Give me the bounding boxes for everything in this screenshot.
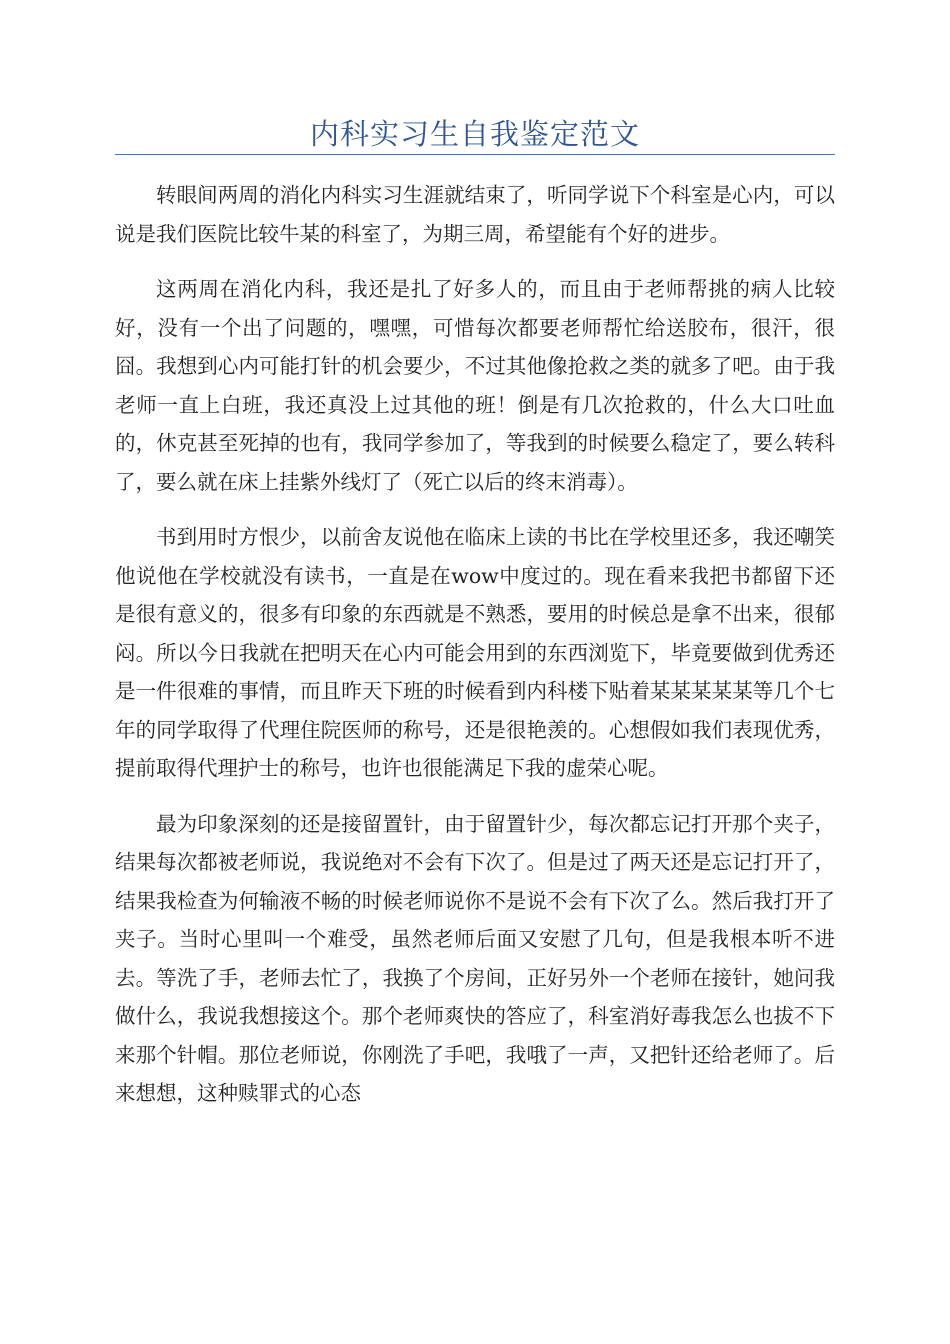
paragraph-3: 书到用时方恨少，以前舍友说他在临床上读的书比在学校里还多，我还嘲笑他说他在学校就没有读书，一直是在wow中度过的。现在看来我把书都留下还是很有意义的，很多有印象的东西就是不熟悉，要用的时候总是拿不出来，很郁闷。所以今日我就在把明天在心内可能会用到的东西浏览下，毕竟要做到优秀还是一件很难的事情，而且昨天下班的时候看到内科楼下贴着某某某某某等几个七年的同学取得了代理住院医师的称号，还是很艳羡的。心想假如我们表现优秀，提前取得代理护士的称号，也许也很能满足下我的虚荣心呢。: [115, 525, 835, 780]
paragraph-1: 转眼间两周的消化内科实习生涯就结束了，听同学说下个科室是心内，可以说是我们医院比较牛某的科室了，为期三周，希望能有个好的进步。: [115, 183, 835, 246]
document-body: [115, 176, 835, 1130]
paragraph-4: 最为印象深刻的还是接留置针，由于留置针少，每次都忘记打开那个夹子，结果每次都被老师说，我说绝对不会有下次了。但是过了两天还是忘记打开了，结果我检查为何输液不畅的时候老师说你不是说不会有下次了么。然后我打开了夹子。当时心里叫一个难受，虽然老师后面又安慰了几句，但是我根本听不进去。等洗了手，老师去忙了，我换了个房间，正好另外一个老师在接针，她问我做什么，我说我想接这个。那个老师爽快的答应了，科室消好毒我怎么也拔不下来那个针帽。那位老师说，你刚洗了手吧，我哦了一声，又把针还给老师了。后来想想，这种赎罪式的心态: [115, 811, 835, 1105]
paragraph-2: 这两周在消化内科，我还是扎了好多人的，而且由于老师帮挑的病人比较好，没有一个出了问题的，嘿嘿，可惜每次都要老师帮忙给送胶布，很汗，很囧。我想到心内可能打针的机会要少，不过其他像抢救之类的就多了吧。由于我老师一直上白班，我还真没上过其他的班！倒是有几次抢救的，什么大口吐血的，休克甚至死掉的也有，我同学参加了，等我到的时候要么稳定了，要么转科了，要么就在床上挂紫外线灯了（死亡以后的终末消毒）。: [115, 277, 835, 494]
title-underline: [115, 154, 835, 155]
document-title: 内科实习生自我鉴定范文: [309, 117, 640, 151]
